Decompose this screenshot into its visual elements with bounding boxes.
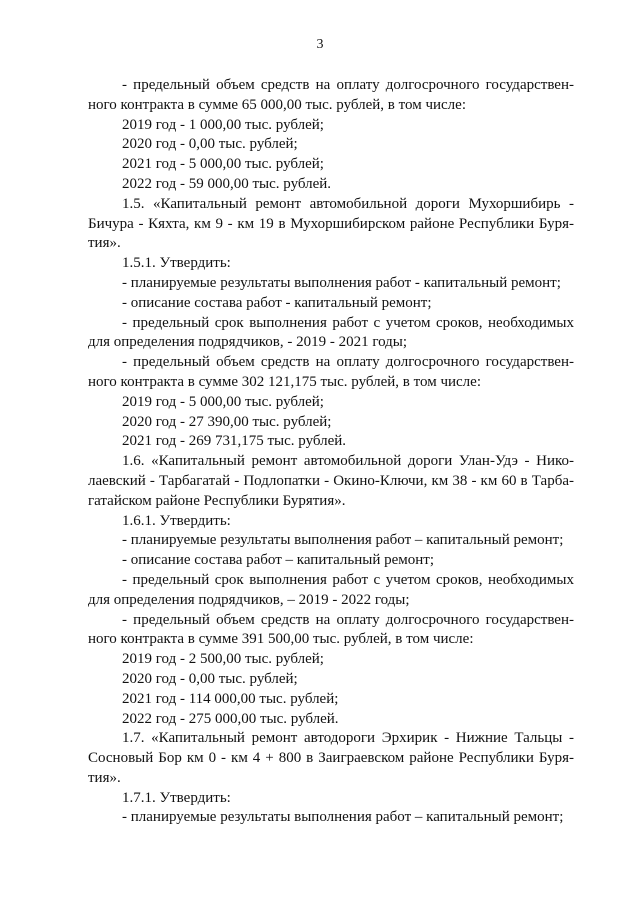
text-line: Бичура - Кяхта, км 9 - км 19 в Мухоршибирском районе Республики Буря- (88, 215, 574, 232)
text-line: 1.7.1. Утвердить: (122, 789, 231, 806)
text-line: 2021 год - 114 000,00 тыс. рублей; (122, 690, 339, 707)
text-line: 1.6.1. Утвердить: (122, 512, 231, 529)
text-line: 2022 год - 275 000,00 тыс. рублей. (122, 710, 339, 727)
text-line: 2019 год - 5 000,00 тыс. рублей; (122, 393, 324, 410)
text-line: 1.6. «Капитальный ремонт автомобильной дороги Улан-Удэ - Нико- (122, 453, 574, 470)
text-line: для определения подрядчиков, - 2019 - 2021 годы; (88, 334, 408, 351)
text-line: 2021 год - 269 731,175 тыс. рублей. (122, 433, 347, 450)
text-line: - предельный объем средств на оплату долгосрочного государствен- (122, 77, 574, 93)
text-line: тия». (88, 769, 121, 786)
text-line: 2019 год - 1 000,00 тыс. рублей; (122, 116, 324, 133)
text-line: - описание состава работ - капитальный ремонт; (122, 294, 432, 311)
text-line: 2020 год - 0,00 тыс. рублей; (122, 136, 298, 153)
text-line: 2020 год - 27 390,00 тыс. рублей; (122, 413, 332, 430)
text-line: - планируемые результаты выполнения работ – капитальный ремонт; (122, 532, 564, 549)
text-line: - описание состава работ – капитальный ремонт; (122, 552, 434, 569)
text-line: Сосновый Бор км 0 - км 4 + 800 в Заиграевском районе Республики Буря- (88, 750, 574, 767)
text-line: гатайском районе Республики Бурятия». (88, 492, 346, 509)
text-line: тия». (88, 235, 121, 252)
text-line: 1.5. «Капитальный ремонт автомобильной дороги Мухоршибирь - (122, 195, 574, 212)
text-line: ного контракта в сумме 65 000,00 тыс. рублей, в том числе: (88, 96, 466, 113)
text-line: 2021 год - 5 000,00 тыс. рублей; (122, 156, 324, 173)
text-line: - планируемые результаты выполнения работ – капитальный ремонт; (122, 809, 564, 826)
text-line: 2019 год - 2 500,00 тыс. рублей; (122, 651, 324, 668)
text-line: 1.5.1. Утвердить: (122, 255, 231, 272)
page-number: 3 (316, 37, 324, 52)
text-line: лаевский - Тарбагатай - Подлопатки - Окино-Ключи, км 38 - км 60 в Тарба- (88, 472, 574, 489)
text-line: 1.7. «Капитальный ремонт автодороги Эрхирик - Нижние Тальцы - (122, 730, 574, 747)
text-line: - предельный срок выполнения работ с учетом сроков, необходимых (122, 571, 574, 588)
text-line: 2022 год - 59 000,00 тыс. рублей. (122, 175, 332, 192)
text-line: 2020 год - 0,00 тыс. рублей; (122, 670, 298, 687)
text-line: ного контракта в сумме 302 121,175 тыс. рублей, в том числе: (88, 373, 481, 390)
text-line: ного контракта в сумме 391 500,00 тыс. рублей, в том числе: (88, 631, 474, 648)
text-line: - предельный объем средств на оплату долгосрочного государствен- (122, 611, 574, 628)
text-line: - планируемые результаты выполнения работ - капитальный ремонт; (122, 274, 561, 291)
text-line: для определения подрядчиков, – 2019 - 2022 годы; (88, 591, 410, 608)
document-body (88, 76, 574, 828)
text-line: - предельный объем средств на оплату долгосрочного государствен- (122, 354, 574, 371)
text-line: - предельный срок выполнения работ с учетом сроков, необходимых (122, 314, 574, 331)
